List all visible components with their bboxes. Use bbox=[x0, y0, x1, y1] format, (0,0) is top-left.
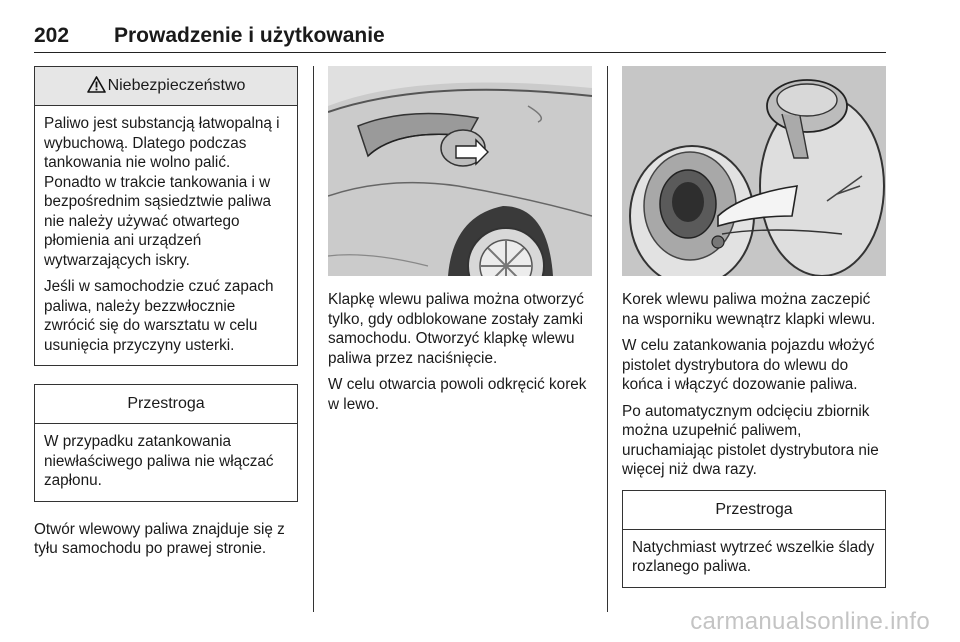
danger-box-title: Niebezpieczeństwo bbox=[107, 77, 246, 94]
caution-text: Natychmiast wytrzeć wszelkie ślady rozlanego paliwa. bbox=[632, 538, 875, 575]
watermark: carmanualsonline.info bbox=[690, 608, 930, 635]
danger-paragraph: Jeśli w samochodzie czuć zapach paliwa, należy bezzwłocznie zwrócić się do warsztatu w celu usunięcia przyczyny usterki. bbox=[44, 278, 274, 354]
warning-triangle-icon bbox=[87, 70, 106, 108]
caution-box-title: Przestroga bbox=[623, 491, 885, 530]
column-middle bbox=[328, 66, 592, 421]
column-right bbox=[622, 66, 886, 588]
danger-box-header bbox=[35, 67, 297, 106]
danger-paragraph: Paliwo jest substancją łatwopalną i wybuchową. Dlatego podczas tankowania nie wolno palić. Ponadto w trakcie tankowania i w bezpośrednim sąsiedztwie paliwa nie należy używać otwartego płomienia ani urządzeń wytwarzających iskry. bbox=[44, 115, 280, 269]
column-left bbox=[34, 66, 298, 566]
caution-text: W przypadku zatankowania niewłaściwego paliwa nie włączać zapłonu. bbox=[44, 433, 274, 489]
column-divider bbox=[607, 66, 608, 612]
page-header bbox=[34, 22, 886, 53]
fuel-cap-holder-illustration bbox=[622, 66, 886, 276]
page-number: 202 bbox=[34, 24, 70, 47]
body-text: W celu otwarcia powoli odkręcić korek w lewo. bbox=[328, 376, 587, 413]
body-text: Klapkę wlewu paliwa można otworzyć tylko, gdy odblokowane zostały zamki samochodu. Otworzyć klapkę wlewu paliwa przez naciśnięcie. bbox=[328, 291, 584, 367]
section-title: Prowadzenie i użytkowanie bbox=[114, 24, 385, 47]
body-text: Otwór wlewowy paliwa znajduje się z tyłu samochodu po prawej stronie. bbox=[34, 520, 285, 557]
column-divider bbox=[313, 66, 314, 612]
car-rear-fuel-flap-illustration bbox=[328, 66, 592, 276]
body-text: W celu zatankowania pojazdu włożyć pistolet dystrybutora do wlewu do końca i włączyć dozowanie paliwa. bbox=[622, 337, 875, 393]
body-text: Korek wlewu paliwa można zaczepić na wsporniku wewnątrz klapki wlewu. bbox=[622, 291, 876, 328]
danger-box bbox=[34, 66, 298, 366]
caution-box-title: Przestroga bbox=[35, 385, 297, 424]
caution-box bbox=[34, 384, 298, 502]
body-text: Po automatycznym odcięciu zbiornik można uzupełnić paliwem, uruchamiając pistolet dystrybutora nie więcej niż dwa razy. bbox=[622, 402, 879, 478]
caution-box bbox=[622, 490, 886, 588]
